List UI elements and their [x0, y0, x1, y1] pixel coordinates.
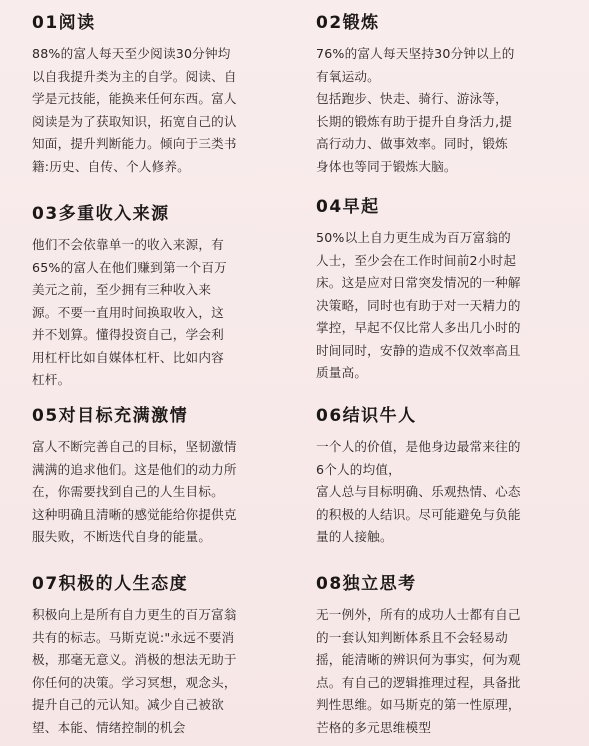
section-title: 07积极的人生态度 [32, 574, 189, 594]
section-independent-thinking [316, 573, 568, 739]
body-line: 包括跑步、快走、骑行、游泳等， [316, 91, 508, 106]
body-line: 在，你需要找到自己的人生目标。 [32, 484, 224, 499]
section-title: 02锻炼 [316, 13, 380, 33]
body-line: 共有的标志。马斯克说:"永远不要消 [32, 629, 235, 645]
body-line: 摇，能清晰的辨识何为事实，何为观 [316, 652, 521, 667]
section-exercise [316, 12, 568, 178]
section-body [32, 436, 294, 549]
body-line: 50%以上自力更生成为百万富翁的 [316, 230, 511, 245]
body-line: 决策略，同时也有助于对一天精力的 [316, 297, 521, 313]
body-line: 积极向上是所有自力更生的百万富翁 [32, 607, 237, 622]
section-body [316, 436, 568, 549]
body-line: 的一套认知判断体系且不会轻易动 [316, 629, 508, 645]
body-line: 籍:历史、自传、个人修养。 [32, 158, 190, 174]
body-line: 身体也等同于锻炼大脑。 [316, 158, 457, 174]
section-body [32, 43, 294, 178]
body-line: 源。不要一直用时间换取收入，这 [32, 304, 224, 320]
body-line: 时间同时，安静的造成不仅效率高且 [316, 342, 521, 358]
body-line: 掌控，早起不仅比常人多出几小时的 [316, 320, 521, 335]
body-line: 学是元技能，能换来任何东西。富人 [32, 91, 237, 106]
body-line: 美元之前，至少拥有三种收入来 [32, 282, 212, 297]
body-line: 高行动力、做事效率。同时，锻炼 [316, 136, 508, 151]
section-multiple-income [32, 203, 294, 392]
body-line: 望、本能、情绪控制的机会 [32, 719, 186, 735]
body-line: 富人不断完善自己的目标，坚韧激情 [32, 439, 237, 454]
body-line: 杠杆。 [32, 372, 71, 387]
section-title: 05对目标充满激情 [32, 406, 189, 426]
body-line: 并不划算。懂得投资自己，学会利 [32, 327, 224, 342]
body-line: 极，那毫无意义。消极的想法无助于 [32, 652, 237, 667]
section-positive-attitude [32, 573, 294, 739]
body-line: 76%的富人每天坚持30分钟以上的 [316, 46, 515, 61]
section-body [316, 43, 568, 178]
section-goal-passion [32, 405, 294, 549]
body-line: 人士，至少会在工作时间前2小时起 [316, 252, 517, 268]
body-line: 满满的追求他们。这是他们的动力所 [32, 461, 237, 477]
section-body [316, 604, 568, 739]
body-line: 阅读是为了获取知识，拓宽自己的认 [32, 113, 237, 129]
body-line: 知面，提升判断能力。倾向于三类书 [32, 136, 237, 151]
section-title: 03多重收入来源 [32, 204, 170, 224]
section-body [316, 227, 568, 385]
body-line: 提升自己的元认知。减少自己被欲 [32, 697, 224, 712]
body-line: 他们不会依靠单一的收入来源，有 [32, 237, 224, 252]
section-title: 01阅读 [32, 13, 96, 33]
body-line: 有氧运动。 [316, 68, 380, 84]
body-line: 65%的富人在他们赚到第一个百万 [32, 259, 227, 275]
body-line: 质量高。 [316, 365, 368, 380]
section-body [32, 604, 294, 739]
body-line: 点。有自己的逻辑推理过程，具备批 [316, 674, 521, 690]
body-line: 以自我提升类为主的自学。阅读、自 [32, 68, 237, 84]
section-reading [32, 12, 294, 178]
section-meet-experts [316, 405, 568, 549]
section-title: 08独立思考 [316, 574, 417, 594]
body-line: 富人总与目标明确、乐观热情、心态 [316, 484, 521, 499]
body-line: 6个人的均值， [316, 461, 401, 477]
body-line: 量的人接触。 [316, 529, 393, 544]
body-line: 长期的锻炼有助于提升自身活力,提 [316, 113, 513, 129]
body-line: 芒格的多元思维模型 [316, 719, 432, 735]
body-line: 一个人的价值，是他身边最常来往的 [316, 439, 521, 454]
body-line: 床。这是应对日常突发情况的一种解 [316, 275, 521, 290]
section-title: 06结识牛人 [316, 406, 417, 426]
body-line: 无一例外，所有的成功人士都有自己 [316, 607, 521, 622]
body-line: 88%的富人每天至少阅读30分钟均 [32, 46, 231, 61]
body-line: 判性思维。如马斯克的第一性原理， [316, 697, 521, 712]
section-early-rising [316, 196, 568, 385]
body-line: 服失败，不断迭代自身的能量。 [32, 529, 212, 544]
body-line: 这种明确且清晰的感觉能给你提供克 [32, 506, 237, 522]
body-line: 你任何的决策。学习冥想，观念头， [32, 674, 237, 690]
section-body [32, 234, 294, 392]
body-line: 用杠杆比如自媒体杠杆、比如内容 [32, 349, 224, 365]
section-title: 04早起 [316, 197, 380, 217]
body-line: 的积极的人结识。尽可能避免与负能 [316, 506, 521, 522]
